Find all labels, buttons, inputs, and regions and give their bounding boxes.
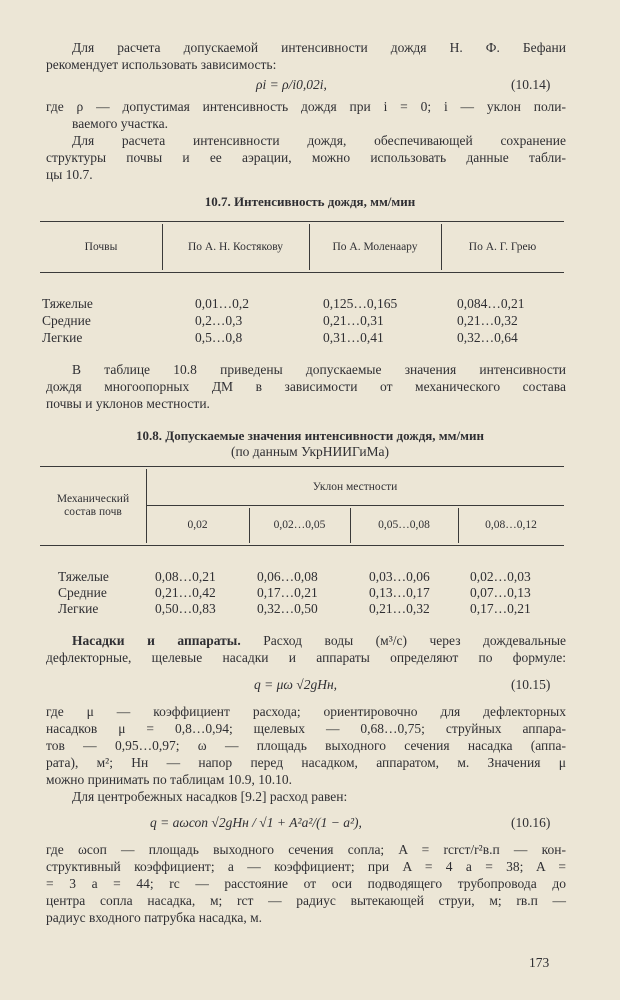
- where-3-line-1: где ωсоп — площадь выходного сечения сопла; A = rcrст/r²в.п — кон-: [46, 842, 566, 857]
- table-10-8-cell: 0,32…0,50: [257, 601, 318, 616]
- page-number: 173: [529, 955, 550, 970]
- table-10-8-cell: 0,13…0,17: [369, 585, 430, 600]
- para-2-line-1: В таблице 10.8 приведены допускаемые значения интенсивности: [72, 362, 566, 377]
- para-3-line-1: Для центробежных насадков [9.2] расход равен:: [72, 789, 348, 804]
- table-10-7-caption: 10.7. Интенсивность дождя, мм/мин: [204, 194, 416, 209]
- table-10-7-cell: Тяжелые: [42, 296, 93, 311]
- para-1-line-1: Для расчета интенсивности дождя, обеспечивающей сохранение: [72, 133, 566, 148]
- table-10-8-header-slope: Уклон местности: [312, 481, 398, 493]
- table-10-8-cell: Легкие: [58, 601, 99, 616]
- where-2-line-3: тов — 0,95…0,97; ω — площадь выходного сечения насадка (аппа-: [46, 738, 566, 753]
- table-10-8-header-slope-1: 0,02: [187, 519, 208, 531]
- table-10-7-cell: Легкие: [42, 330, 83, 345]
- table-10-8-cell: 0,06…0,08: [257, 569, 318, 584]
- intro-line-1: Для расчета допускаемой интенсивности дождя Н. Ф. Бефани: [72, 40, 566, 55]
- para-1-line-2: структуры почвы и ее аэрации, можно использовать данные табли-: [46, 150, 566, 165]
- where-2-line-5: можно принимать по таблицам 10.9, 10.10.: [46, 772, 292, 787]
- where-1-line-2: ваемого участка.: [72, 116, 168, 131]
- equation-10-16: q = aωсоп √2gHн / √1 + A²a²/(1 − a²),: [150, 815, 362, 830]
- table-10-8-cell: 0,17…0,21: [470, 601, 531, 616]
- table-10-8-caption: 10.8. Допускаемые значения интенсивности дождя, мм/мин: [136, 428, 484, 443]
- table-10-7-cell: 0,5…0,8: [195, 330, 243, 345]
- where-1-line-1: где ρ — допустимая интенсивность дождя при i = 0; i — уклон поли-: [46, 99, 566, 114]
- table-10-7-header-grey: По А. Г. Грею: [468, 241, 537, 253]
- section-line-2: дефлекторные, щелевые насадки и аппараты определяют по формуле:: [46, 650, 566, 665]
- table-10-8-header-soil-composition: Механический состав почв: [56, 493, 130, 518]
- intro-line-2: рекомендует использовать зависимость:: [46, 57, 277, 72]
- equation-number-10-16: (10.16): [511, 815, 551, 830]
- equation-number-10-15: (10.15): [511, 677, 551, 692]
- section-line-1-rest: Расход воды (м³/с) через дождевальные: [263, 633, 567, 648]
- where-3-line-3: = 3 a = 44; rc — расстояние от оси подводящего трубопровода до: [46, 876, 566, 891]
- table-10-8-cell: 0,08…0,21: [155, 569, 216, 584]
- table-10-8-cell: 0,07…0,13: [470, 585, 531, 600]
- table-10-8-cell: Средние: [58, 585, 107, 600]
- table-10-8-header-slope-3: 0,05…0,08: [378, 519, 430, 531]
- table-10-7-cell: 0,2…0,3: [195, 313, 243, 328]
- section-title: Насадки и аппараты.: [72, 633, 241, 648]
- table-10-7-header-rule: [40, 272, 564, 273]
- para-2-line-2: дождя многоопорных ДМ в зависимости от механического состава: [46, 379, 566, 394]
- table-10-8-header-slope-2: 0,02…0,05: [273, 519, 326, 531]
- table-10-7-cell: 0,125…0,165: [323, 296, 398, 311]
- table-10-8-cell: 0,02…0,03: [470, 569, 531, 584]
- table-10-8-cell: 0,03…0,06: [369, 569, 430, 584]
- table-10-8-top-rule: [40, 466, 564, 467]
- table-10-7-header-molenaar: По А. Моленаару: [332, 241, 418, 253]
- where-3-line-2: структивный коэффициент; a — коэффициент; при A = 4 a = 38; A =: [46, 859, 566, 874]
- table-10-8-cell: 0,50…0,83: [155, 601, 216, 616]
- table-10-8-subheader-rule: [146, 505, 564, 506]
- where-2-line-4: рата), м²; Hн — напор перед насадком, аппаратом, м. Значения μ: [46, 755, 566, 770]
- table-10-7-top-rule: [40, 221, 564, 222]
- where-3-line-4: центра сопла насадка, м; rст — радиус вытекающей струи, м; rв.п —: [46, 893, 566, 908]
- table-10-7-cell: Средние: [42, 313, 91, 328]
- table-10-7-cell: 0,084…0,21: [457, 296, 525, 311]
- table-10-7-cell: 0,21…0,31: [323, 313, 384, 328]
- table-10-7-header-soils: Почвы: [84, 241, 118, 253]
- equation-10-15: q = μω √2gHн,: [254, 677, 338, 692]
- table-10-8-subcaption: (по данным УкрНИИГиМа): [230, 444, 390, 459]
- table-10-7-cell: 0,31…0,41: [323, 330, 384, 345]
- where-2-line-2: насадков μ = 0,8…0,94; щелевых — 0,68…0,75; струйных аппара-: [46, 721, 566, 736]
- section-line-1: [72, 633, 566, 649]
- table-10-8-cell: Тяжелые: [58, 569, 109, 584]
- table-10-8-cell: 0,17…0,21: [257, 585, 318, 600]
- table-10-7-cell: 0,32…0,64: [457, 330, 518, 345]
- equation-number-10-14: (10.14): [511, 77, 551, 92]
- table-10-8-cell: 0,21…0,32: [369, 601, 430, 616]
- para-2-line-3: почвы и уклонов местности.: [46, 396, 210, 411]
- table-10-7-cell: 0,01…0,2: [195, 296, 249, 311]
- where-3-line-5: радиус входного патрубка насадка, м.: [46, 910, 263, 925]
- table-10-8-header-rule: [40, 545, 564, 546]
- table-10-8-header-slope-4: 0,08…0,12: [485, 519, 537, 531]
- table-10-7-header-kostyakov: По А. Н. Костякову: [188, 241, 283, 253]
- equation-10-14: ρi = ρ/i0,02i,: [256, 77, 327, 92]
- table-10-8-cell: 0,21…0,42: [155, 585, 216, 600]
- table-10-7-cell: 0,21…0,32: [457, 313, 518, 328]
- where-2-line-1: где μ — коэффициент расхода; ориентировочно для дефлекторных: [46, 704, 566, 719]
- para-1-line-3: цы 10.7.: [46, 167, 93, 182]
